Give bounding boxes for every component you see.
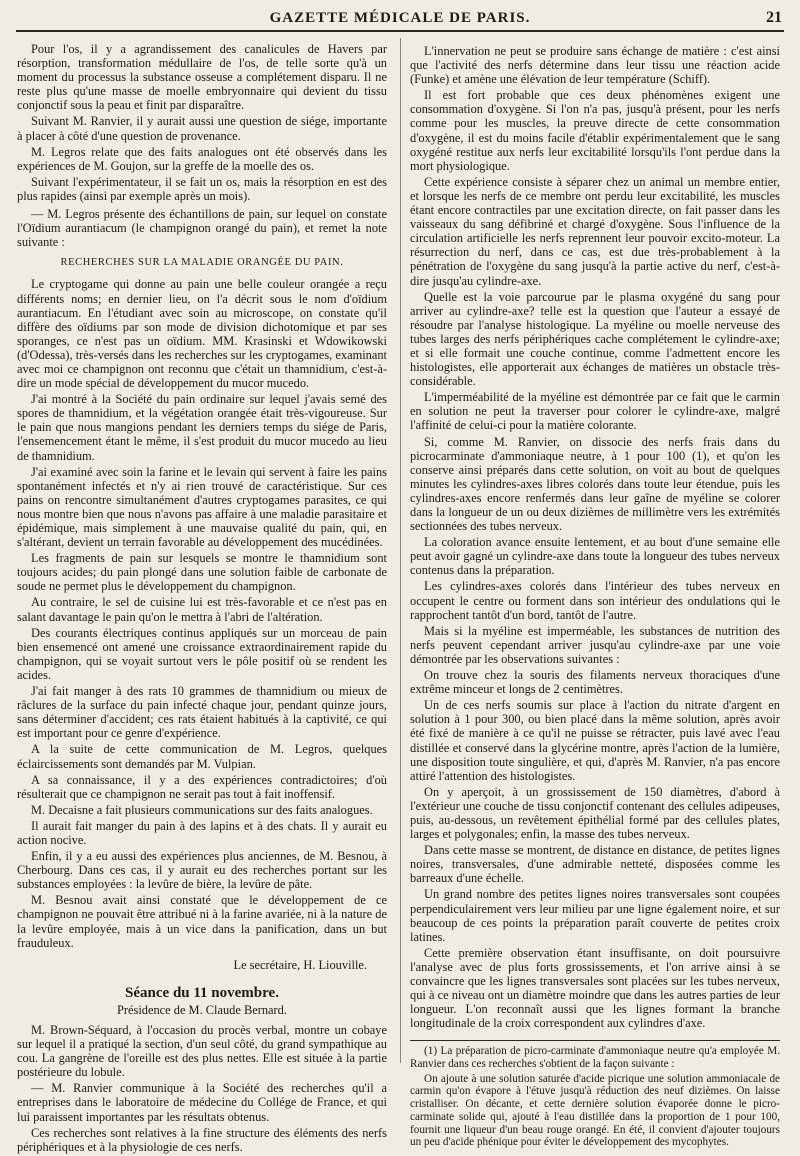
paragraph: — M. Legros présente des échantillons de pain, sur lequel on constate l'Oïdium aurantiacum (le champignon orangé du pain), et remet la note suivante : [17,207,387,250]
journal-title: GAZETTE MÉDICALE DE PARIS. [269,10,531,26]
paragraph: J'ai examiné avec soin la farine et le levain qui servent à faire les pains spontanément infectés et n'y ai rien trouvé de caractéristique. Sur ces pains on rencontre simultanément d'autres cryptogames parasites, ce qui nous montre bien que nous n'avons pas affaire à une maladie parasitaire et épidémique, mais simplement à une mauvaise qualité du pain, qui, en s'altérant, devient un terrain favorable au développement des mucédinées. [17,464,387,550]
paragraph: J'ai fait manger à des rats 10 grammes de thamnidium ou mieux de râclures de la surface du pain infecté chaque jour, pendant quinze jours, sans déterminer d'accident; ces rats étaient habitués à la captivité, ce qui est important pour ce genre d'expérience. [17,684,387,741]
paragraph: A sa connaissance, il y a des expériences contradictoires; d'où résulterait que ce champignon ne serait pas tout à fait inoffensif. [17,772,387,801]
page-number: 21 [766,9,782,26]
paragraph: — M. Ranvier communique à la Société des recherches qu'il a entreprises dans le laboratoire de médecine du Collége de France, et qui lui paraissent importantes par les résultats obtenus. [17,1081,387,1124]
paragraph: Il est fort probable que ces deux phénomènes exigent une consommation d'oxygène. Si l'on n'a pas, jusqu'à présent, pour les nerfs comme pour les muscles, la preuve directe de cette consommation d'oxygène, il est du moins facile d'établir expérimentalement que le sang oxygéné restitue aux nerfs leur excitabilité lorsqu'ils l'ont perdue dans la mort physiologique. [410,88,780,173]
right-column [410,44,780,1151]
paragraph: Mais si la myéline est imperméable, les substances de nutrition des nerfs peuvent cependant arriver jusqu'au cylindre-axe par une voie démontrée par les observations suivantes : [410,623,780,666]
paragraph: Les cylindres-axes colorés dans l'intérieur des tubes nerveux en occupent le centre ou forment dans son intérieur des ondulations qui le rapprochent tantôt d'un bord, tantôt de l'autre. [410,579,780,622]
paragraph: L'imperméabilité de la myéline est démontrée par ce fait que le carmin en solution ne peut la traverser pour colorer le cylindre-axe, malgré l'affinité de celui-ci pour la matière colorante. [410,390,780,433]
left-column [17,42,387,1156]
section-heading: RECHERCHES SUR LA MALADIE ORANGÉE DU PAIN. [60,257,344,269]
page-header [16,8,784,32]
paragraph: Si, comme M. Ranvier, on dissocie des nerfs frais dans du picrocarminate d'ammoniaque neutre, à 1 pour 100 (1), et qu'on les conserve ainsi préparés dans cette solution, on voit au bout de quelques minutes les cylindres-axes libres colorés dans toute leur étendue, puis les cylindres-axes encore renfermés dans leur gaîne de myéline se colorer dans la longueur de un ou deux dizièmes de millimètre vers les extrémités sectionnées des tubes nerveux. [410,434,780,534]
paragraph: M. Besnou avait ainsi constaté que le développement de ce champignon ne pouvait être attribué ni à la farine avariée, ni à la nature de la levûre employée, mais à un vice dans la panification, dans un but frauduleux. [17,893,387,950]
column-divider [400,38,401,1063]
paragraph: Des courants électriques continus appliqués sur un morceau de pain bien ensemencé ont amené une croissance extraordinairement rapide du champignon, qui se voyait surtout vers le pôle positif où se rendent les acides. [17,625,387,682]
seance-presidency: Présidence de M. Claude Bernard. [117,1002,287,1017]
paragraph: Au contraire, le sel de cuisine lui est très-favorable et ce n'est pas en salant davantage le pain qu'on le mettra à l'abri de l'altération. [17,595,387,624]
secretary-signature: Le secrétaire, H. Liouville. [233,957,367,972]
paragraph: Le cryptogame qui donne au pain une belle couleur orangée a reçu différents noms; en dernier lieu, on l'a décrit sous le nom d'oïdium aurantiacum. En l'étudiant avec soin au microscope, on constate qu'il diffère des oïdiums par son mode de division dichotomique et par ses sporanges, ce n'est pas un oïdium. MM. Krasinski et Wdowikowski (d'Odessa), très-versés dans les recherches sur les cryptogames, examinant avec moi ce champignon ont reconnu que c'était un thamnidium, c'est-à-dire un mode spécial de développement du mucor mucedo. [17,277,387,391]
paragraph: Cette expérience consiste à séparer chez un animal un membre entier, et lorsque les nerfs de ce membre ont perdu leur excitabilité, les muscles étant encore contractiles par une excitation directe, on fait passer dans les vaisseaux du sang défibriné et chargé d'oxygène. Sous l'influence de la circulation artificielle les nerfs reprennent leur pouvoir excito-moteur. La résurrection du nerf, dans ce cas, est due très-probablement à la pénétration de l'oxygène du sang jusqu'à la partie active du nerf, c'est-à-dire jusqu'au cylindre-axe. [410,174,780,288]
paragraph: L'innervation ne peut se produire sans échange de matière : c'est ainsi que l'activité des nerfs détermine dans leur tissu une réaction acide (Funke) et amène une élévation de leur température (Schiff). [410,44,780,87]
paragraph: Quelle est la voie parcourue par le plasma oxygéné du sang pour arriver au cylindre-axe? telle est la question que l'auteur a essayé de résoudre par l'analyse histologique. La myéline ou moelle nerveuse des tubes larges des nerfs périphériques cache complétement le cylindre-axe; et si elle formait une couche continue, comme l'admettent encore les histologistes, elle apporterait aux échanges de matières un obstacle très-considérable. [410,289,780,389]
paragraph: Cette première observation étant insuffisante, on doit poursuivre l'analyse avec de plus forts grossissements, et l'on arrive ainsi à se convaincre que les lignes transversales sont placées sur les tubes nerveux, qui à ce niveau ont un diamètre moindre que dans les autres parties de leur longueur. L'on reconnaît aussi que les lignes formant la branche longitudinale de la croix correspondent aux cylindres d'axe. [410,945,780,1031]
footnote-paragraph: (1) La préparation de picro-carminate d'ammoniaque neutre qu'a employée M. Ranvier dans ces recherches s'obtient de la façon suivante : [410,1045,780,1071]
paragraph: Ces recherches sont relatives à la fine structure des éléments des nerfs périphériques et à la physiologie de ces nerfs. [17,1125,387,1154]
paragraph: On trouve chez la souris des filaments nerveux thoraciques d'une extrême minceur et longs de 2 centimètres. [410,668,780,697]
seance-title: Séance du 11 novembre. [125,984,279,1001]
footnote [410,1045,780,1149]
paragraph: M. Brown-Séquard, à l'occasion du procès verbal, montre un cobaye sur lequel il a pratiqué la section, d'un seul côté, du grand sympathique au cou. La gangrène de l'oreille est des plus nettes. Elle est située à la partie postérieure du lobule. [17,1023,387,1080]
paragraph: Un de ces nerfs soumis sur place à l'action du nitrate d'argent en solution à 1 pour 300, ou bien placé dans la même solution, après avoir été fixé de manière à ce qu'il ne puisse se rétracter, puis lavé avec l'eau distillée et conservé dans la glycérine montre, après l'action de la lumière, une disposition toute singulière, et qui, d'après M. Ranvier, n'a pas encore attiré l'attention des histologistes. [410,698,780,783]
paragraph: Pour l'os, il y a agrandissement des canalicules de Havers par résorption, transformation médullaire de l'os, de telle sorte qu'à un moment du processus la substance osseuse a complétement disparu. Il ne reste plus qu'une masse de moelle embryonnaire qui devient du tissu conjonctif sous la peau et finit par disparaître. [17,42,387,113]
paragraph: Suivant l'expérimentateur, il se fait un os, mais la résorption en est des plus rapides (ainsi par exemple après un mois). [17,174,387,203]
footnote-separator [410,1040,780,1041]
paragraph: Il aurait fait manger du pain à des lapins et à des chats. Il y aurait eu action nocive. [17,818,387,847]
paragraph: On y aperçoit, à un grossissement de 150 diamètres, d'abord à l'extérieur une couche de tissu conjonctif contenant des cellules adipeuses, puis, au-dessous, un revêtement épithélial formé par des cellules plates, larges et polygonales; enfin, la masse des tubes nerveux. [410,784,780,842]
paragraph: A la suite de cette communication de M. Legros, quelques éclaircissements sont demandés par M. Vulpian. [17,742,387,771]
paragraph: Un grand nombre des petites lignes noires transversales sont coupées perpendiculairement vers leur milieu par une ligne également noire, et sur beaucoup de ces points la préparation paraît couverte de petites croix latines. [410,887,780,944]
paragraph: Les fragments de pain sur lesquels se montre le thamnidium sont toujours acides; du pain plongé dans une solution faible de carbonate de soude ne permet plus le développement du champignon. [17,551,387,594]
paragraph: Enfin, il y a eu aussi des expériences plus anciennes, de M. Besnou, à Cherbourg. Dans ces cas, il y aurait eu des recherches portant sur les substances employées : la levûre de bière, la levûre de pâte. [17,849,387,892]
paragraph: J'ai montré à la Société du pain ordinaire sur lequel j'avais semé des spores de thamnidium, et la végétation orangée était très-vigoureuse. Sur le pain que nous mangions pendant les derniers temps du siége de Paris, l'ensemencement étant le même, il s'est produit du mucor mucedo au lieu de thamnidium. [17,392,387,463]
paragraph: M. Legros relate que des faits analogues ont été observés dans les expériences de M. Goujon, sur la greffe de la moelle des os. [17,144,387,173]
paragraph: La coloration avance ensuite lentement, et au bout d'une semaine elle peut avoir gagné un cylindre-axe dans toute la longueur des tubes nerveux contenus dans la préparation. [410,535,780,578]
footnote-paragraph: On ajoute à une solution saturée d'acide picrique une solution ammoniacale de carmin qu'on évapore à l'étuve jusqu'à réduction des neuf dizièmes. On laisse cristalliser. On décante, et cette dernière solution évaporée donne le picro-carminate solide qui, ajouté à l'eau distillée dans la proportion de 1 pour 100, fournit une liqueur d'un beau rouge orangé. En été, il convient d'ajouter toujours un peu d'acide phénique pour éviter le développement des mycophytes. [410,1072,780,1149]
paragraph: Dans cette masse se montrent, de distance en distance, de petites lignes noires, transversales, d'une admirable netteté, disposées comme les barreaux d'une échelle. [410,843,780,886]
paragraph: Suivant M. Ranvier, il y aurait aussi une question de siége, importante à placer à côté d'une question de provenance. [17,114,387,143]
paragraph: M. Decaisne a fait plusieurs communications sur des faits analogues. [31,802,373,817]
